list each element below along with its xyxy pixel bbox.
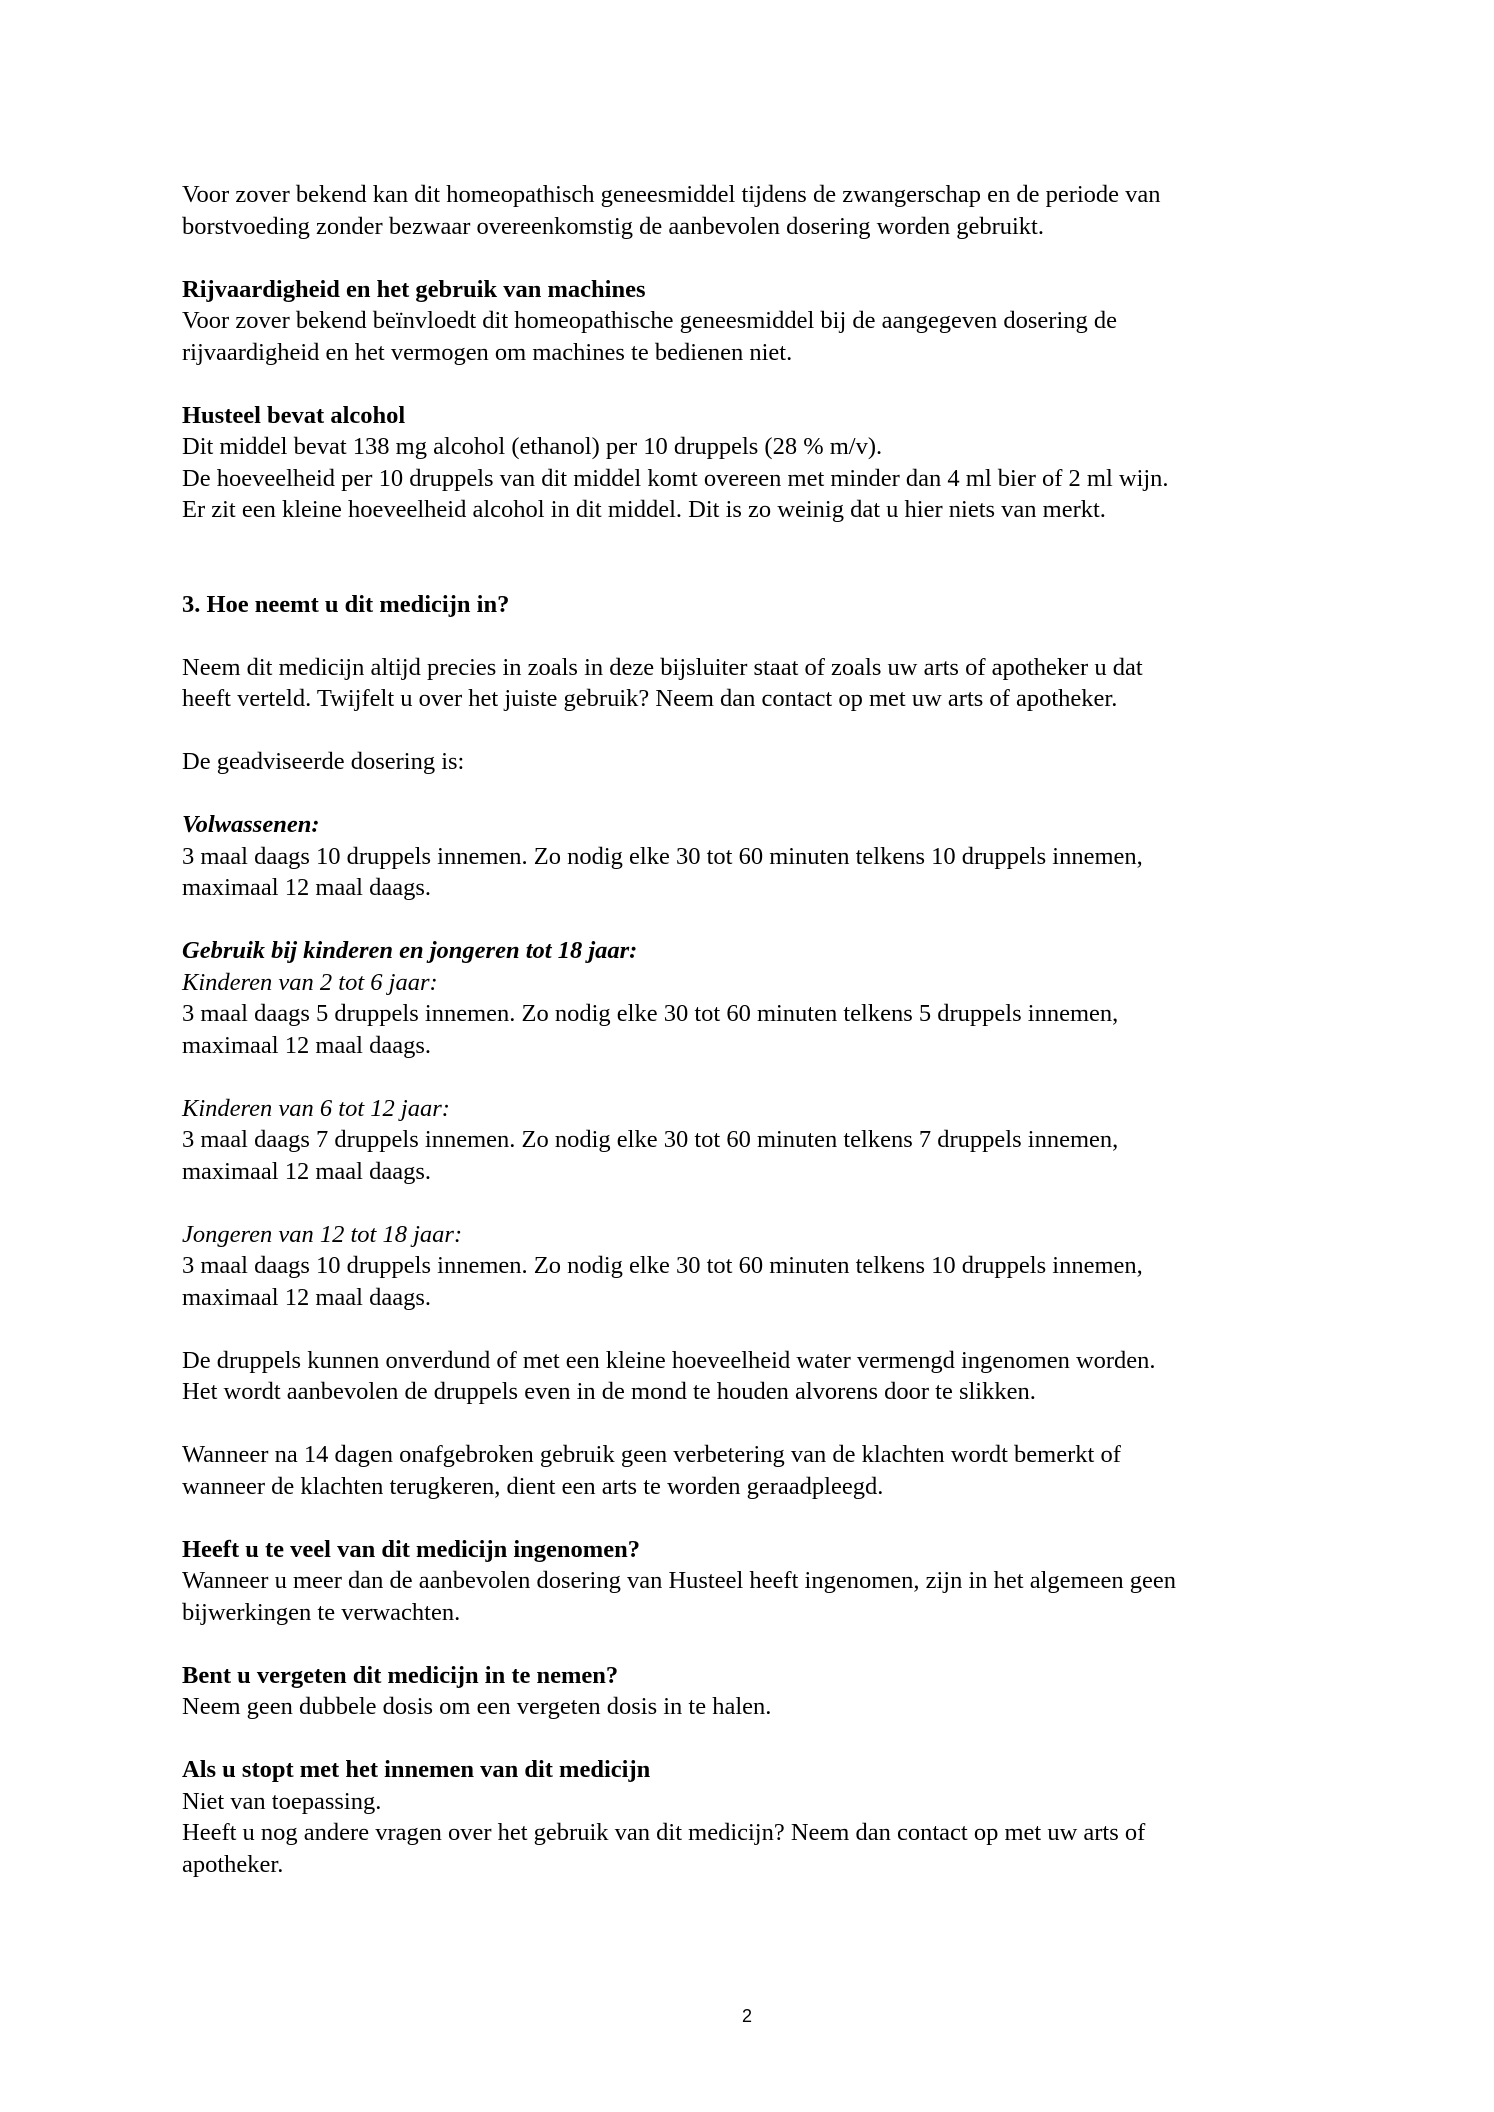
forgotten-dose-section [182, 1660, 1322, 1723]
text-line: Neem geen dubbele dosis om een vergeten dosis in te halen. [182, 1693, 772, 1720]
adults-dosage [182, 809, 1322, 904]
driving-section [182, 274, 1322, 369]
text-line: Voor zover bekend kan dit homeopathisch geneesmiddel tijdens de zwangerschap en de periode van [182, 181, 1161, 208]
text-line: Voor zover bekend beïnvloedt dit homeopathische geneesmiddel bij de aangegeven dosering de [182, 307, 1118, 334]
overdose-section [182, 1534, 1322, 1629]
text-line: Dit middel bevat 138 mg alcohol (ethanol) per 10 druppels (28 % m/v). [182, 433, 883, 460]
alcohol-section [182, 400, 1322, 526]
text-line: 3 maal daags 5 druppels innemen. Zo nodig elke 30 tot 60 minuten telkens 5 druppels innemen, [182, 1000, 1119, 1027]
drops-instructions [182, 1345, 1322, 1408]
text-line: bijwerkingen te verwachten. [182, 1598, 461, 1626]
text-line: Heeft u nog andere vragen over het gebruik van dit medicijn? Neem dan contact op met uw arts of [182, 1819, 1146, 1846]
page-content [182, 179, 1322, 1912]
subsection-heading: Gebruik bij kinderen en jongeren tot 18 jaar: [182, 937, 638, 964]
text-line: maximaal 12 maal daags. [182, 1031, 431, 1059]
youth-12-18-dosage [182, 1219, 1322, 1314]
section-heading: Bent u vergeten dit medicijn in te nemen? [182, 1661, 619, 1689]
age-group-label: Kinderen van 6 tot 12 jaar: [182, 1094, 450, 1122]
duration-paragraph [182, 1439, 1322, 1502]
text-line: Niet van toepassing. [182, 1787, 382, 1815]
section-heading: Heeft u te veel van dit medicijn ingenomen? [182, 1535, 640, 1563]
age-group-label: Kinderen van 2 tot 6 jaar: [182, 968, 438, 996]
text-line: De druppels kunnen onverdund of met een kleine hoeveelheid water vermengd ingenomen worden. [182, 1346, 1156, 1374]
text-line: Wanneer na 14 dagen onafgebroken gebruik geen verbetering van de klachten wordt bemerkt of [182, 1441, 1121, 1468]
pregnancy-paragraph [182, 179, 1322, 242]
age-group-label: Jongeren van 12 tot 18 jaar: [182, 1220, 463, 1248]
children-6-12-dosage [182, 1093, 1322, 1188]
stopping-section [182, 1754, 1322, 1880]
text-line: rijvaardigheid en het vermogen om machines te bedienen niet. [182, 338, 793, 366]
section-3-heading-block [182, 589, 1322, 621]
section-heading: Rijvaardigheid en het gebruik van machines [182, 275, 646, 303]
text-line: heeft verteld. Twijfelt u over het juiste gebruik? Neem dan contact op met uw arts of apotheker. [182, 685, 1118, 712]
text-line: apotheker. [182, 1850, 284, 1878]
text-line: 3 maal daags 10 druppels innemen. Zo nodig elke 30 tot 60 minuten telkens 10 druppels innemen, [182, 842, 1143, 870]
text-line: Het wordt aanbevolen de druppels even in de mond te houden alvorens door te slikken. [182, 1378, 1036, 1405]
text-line: Neem dit medicijn altijd precies in zoals in deze bijsluiter staat of zoals uw arts of apotheker u dat [182, 653, 1143, 681]
text-line: maximaal 12 maal daags. [182, 1157, 431, 1185]
text-line: wanneer de klachten terugkeren, dient een arts te worden geraadpleegd. [182, 1472, 884, 1500]
section-heading: Husteel bevat alcohol [182, 401, 406, 429]
text-line: maximaal 12 maal daags. [182, 874, 431, 901]
text-line: Wanneer u meer dan de aanbevolen dosering van Husteel heeft ingenomen, zijn in het algemeen geen [182, 1567, 1176, 1594]
text-line: De hoeveelheid per 10 druppels van dit middel komt overeen met minder dan 4 ml bier of 2 ml wijn. [182, 464, 1169, 492]
text-line: borstvoeding zonder bezwaar overeenkomstig de aanbevolen dosering worden gebruikt. [182, 212, 1044, 240]
text-line: 3 maal daags 10 druppels innemen. Zo nodig elke 30 tot 60 minuten telkens 10 druppels innemen, [182, 1252, 1143, 1279]
text-line: De geadviseerde dosering is: [182, 748, 465, 775]
text-line: 3 maal daags 7 druppels innemen. Zo nodig elke 30 tot 60 minuten telkens 7 druppels innemen, [182, 1126, 1119, 1153]
children-2-6-dosage [182, 935, 1322, 1061]
section-3-heading: 3. Hoe neemt u dit medicijn in? [182, 590, 510, 618]
text-line: maximaal 12 maal daags. [182, 1283, 431, 1311]
page-number: 2 [741, 2006, 752, 2026]
text-line: Er zit een kleine hoeveelheid alcohol in dit middel. Dit is zo weinig dat u hier niets van merkt. [182, 496, 1106, 523]
section-3-intro [182, 652, 1322, 715]
subsection-heading: Volwassenen: [182, 811, 320, 838]
section-heading: Als u stopt met het innemen van dit medicijn [182, 1756, 651, 1783]
dosage-intro [182, 746, 1322, 778]
